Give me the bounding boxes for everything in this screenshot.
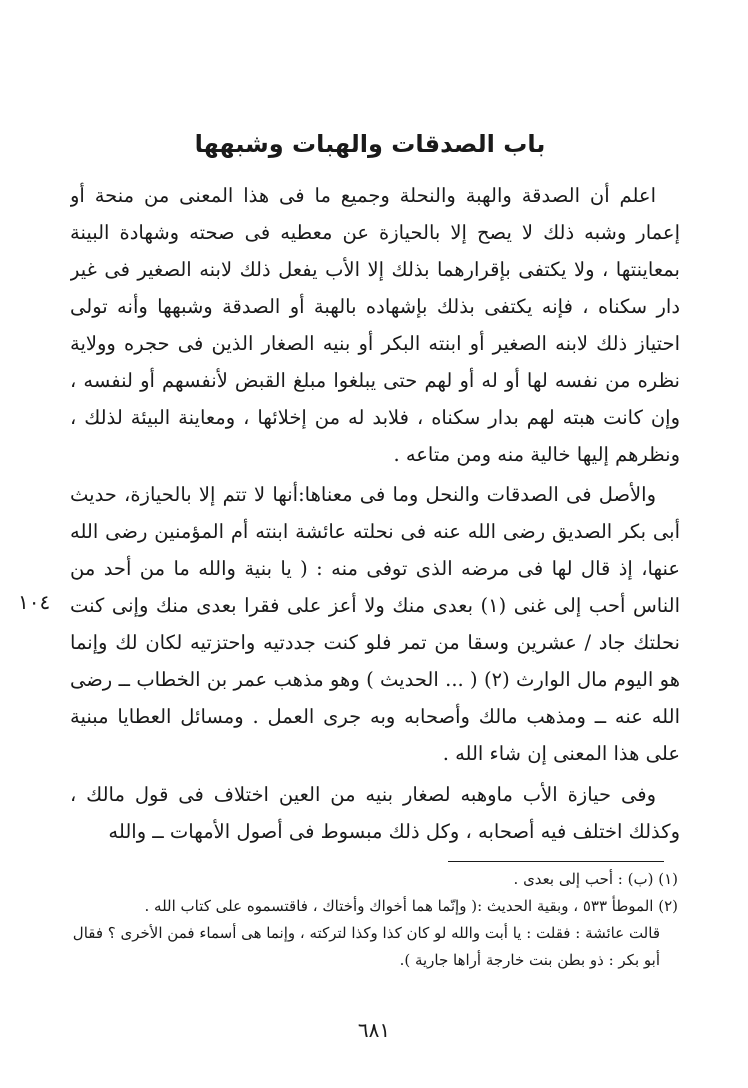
paragraph-1: اعلم أن الصدقة والهبة والنحلة وجميع ما فى هذا المعنى من منحة أو إعمار وشبه ذلك لا يصح إلا بالحيازة عن معطيه فى صحته وشهادة البينة بمعاينتها ، ولا يكتفى بإقرارهما بذلك إلا الأب يفعل ذلك لابنه الصغير فى غير دار سكناه ، فإنه يكتفى بذلك بإشهاده بالهبة أو الصدقة وشبهها وأنه تولى احتياز ذلك لابنه الصغير أو ابنته البكر أو بنيه الصغار الذين فى حجره وولاية نظره من نفسه لها أو له أو لهم حتى يبلغوا مبلغ القبض لأنفسهم أو لنفسه ، وإن كانت هبته لهم بدار سكناه ، فلابد له من إخلائها ، ومعاينة البيئة لذلك ، ونظرهم إليها خالية منه ومن متاعه . [70,184,680,466]
paragraph-3: وفى حيازة الأب ماوهبه لصغار بنيه من العين اختلاف فى قول مالك ، وكذلك اختلف فيه أصحابه ، وكل ذلك مبسوط فى أصول الأمهات ــ والله [70,783,680,843]
footnote-2: (٢) الموطأ ٥٣٣ ، وبقية الحديث :( وإنّما هما أخواك وأختاك ، فاقتسموه على كتاب الله . [144,897,678,915]
footnote-1: (١) (ب) : أحب إلى بعدى . [513,870,678,888]
footnotes [58,866,678,974]
chapter-title: باب الصدقات والهبات وشبهها [194,130,546,158]
footnote-2-continuation: قالت عائشة : فقلت : يا أبت والله لو كان كذا وكذا لتركته ، وإنما هى أسماء فمن الأخرى ؟ فقال أبو بكر : ذو بطن بنت خارجة أراها جارية ). [72,924,660,969]
margin-folio-note: ١٠٤ [18,590,51,614]
footnote-separator [448,861,664,862]
paragraph-2: والأصل فى الصدقات والنحل وما فى معناها:أنها لا تتم إلا بالحيازة، حديث أبى بكر الصديق رضى الله عنه فى نحلته عائشة ابنته أم المؤمنين رضى الله عنها، إذ قال لها فى مرضه الذى توفى منه : ( يا بنية والله ما من أحد من الناس أحب إلى غنى (١) بعدى منك ولا أعز على فقرا بعدى منك وإنى كنت نحلتك جاد / عشرين وسقا من تمر فلو كنت جددتيه واحتزتيه لكان لك وإنما هو اليوم مال الوارث (٢) ( ... الحديث ) وهو مذهب عمر بن الخطاب ــ رضى الله عنه ــ ومذهب مالك وأصحابه وبه جرى العمل . ومسائل العطايا مبنية على هذا المعنى إن شاء الله . [70,483,680,765]
page-number: ٦٨١ [357,1018,391,1042]
